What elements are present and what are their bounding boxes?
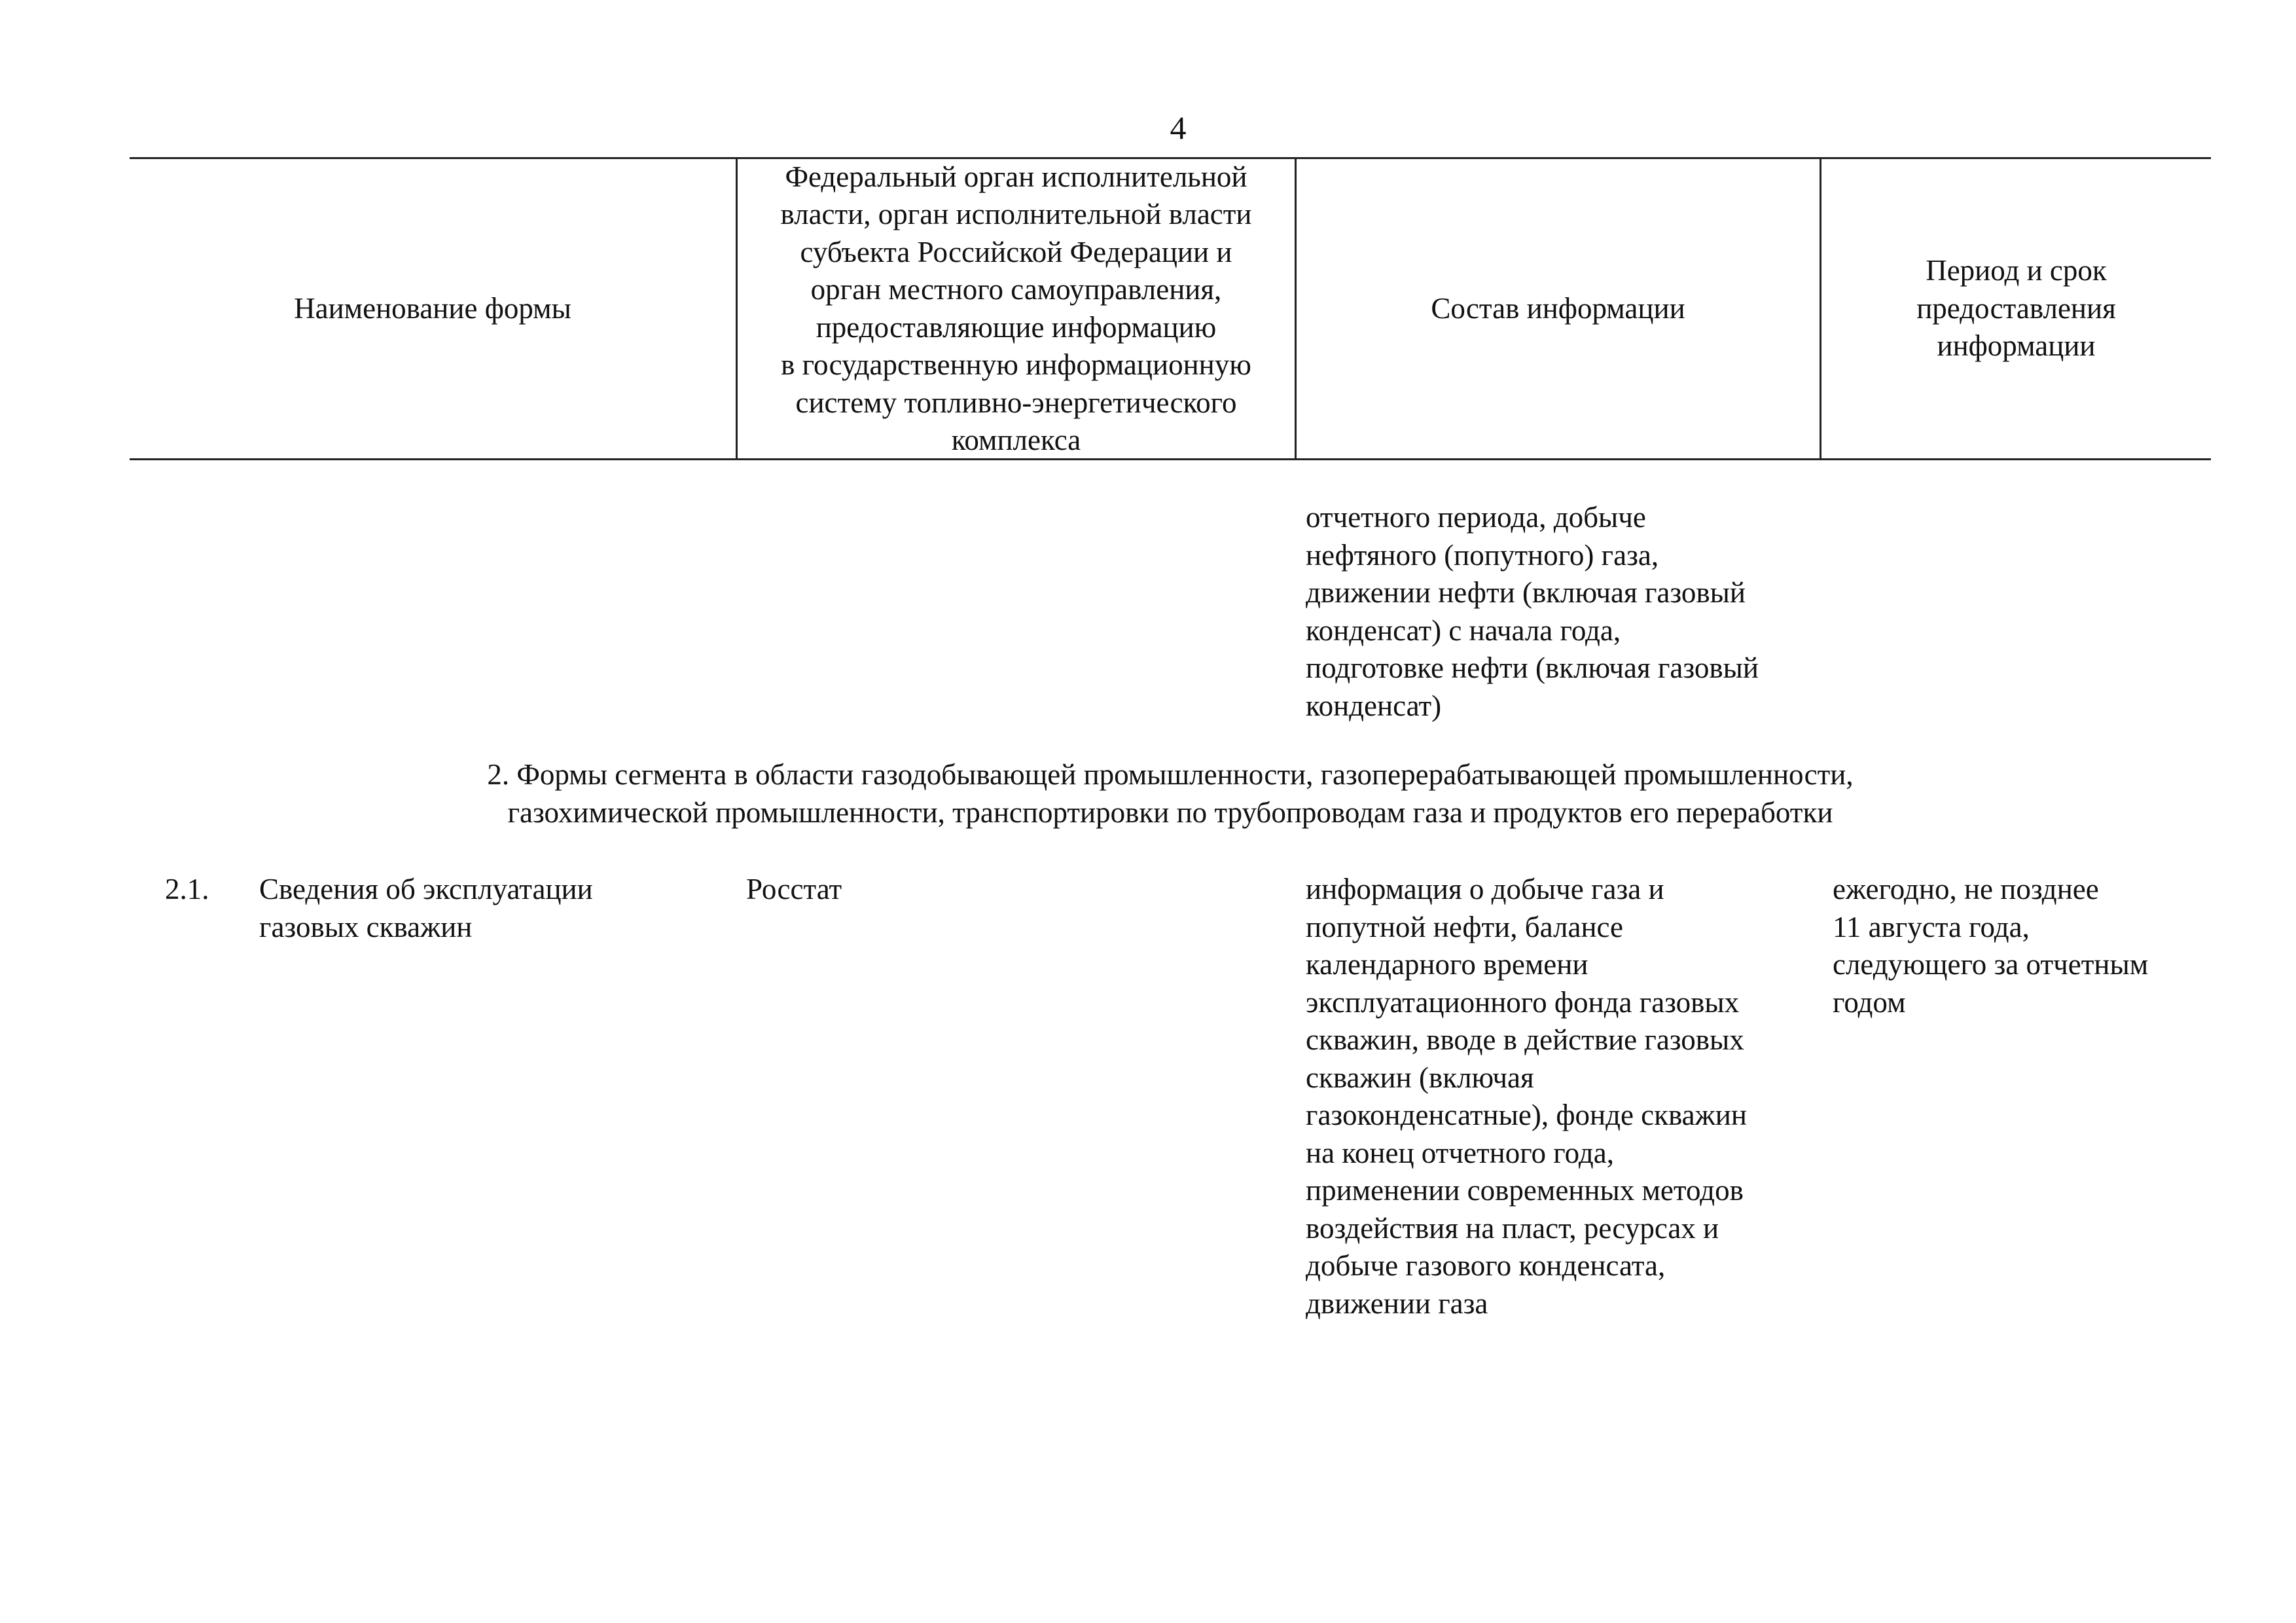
row-info-line: попутной нефти, балансе: [1306, 910, 1624, 943]
row-period-line: ежегодно, не позднее: [1833, 873, 2099, 905]
header-agency-line: Федеральный орган исполнительной: [785, 160, 1247, 193]
row-info-line: воздействия на пласт, ресурсах и: [1306, 1211, 1719, 1245]
header-form-name: [130, 159, 736, 458]
row-period-line: годом: [1833, 985, 1906, 1019]
header-agency-line: комплекса: [951, 424, 1081, 456]
continuation-line: конденсат): [1306, 689, 1442, 722]
header-period: [1821, 159, 2211, 458]
row-info-line: газоконденсатные), фонде скважин: [1306, 1099, 1747, 1131]
continuation-line: движении нефти (включая газовый: [1306, 576, 1746, 609]
row-period-line: 11 августа года,: [1833, 910, 2030, 943]
header-period-line: информации: [1937, 329, 2096, 363]
row-info-line: добыче газового конденсата,: [1306, 1249, 1666, 1282]
header-agency-line: субъекта Российской Федерации и: [800, 235, 1232, 268]
page-number: 4: [1170, 109, 1187, 146]
row-info-line: на конец отчетного года,: [1306, 1136, 1614, 1169]
row-info-line: календарного времени: [1306, 948, 1588, 981]
header-form-name-label: Наименование формы: [294, 291, 571, 325]
header-agency-line: систему топливно-энергетического: [795, 386, 1237, 419]
section-heading: [130, 756, 2211, 831]
header-agency-line: власти, орган исполнительной власти: [780, 198, 1252, 230]
header-period-line: предоставления: [1916, 291, 2116, 325]
row-info-line: применении современных методов: [1306, 1174, 1744, 1207]
header-info-content: [1297, 159, 1820, 458]
header-agency-line: в государственную информационную: [781, 348, 1251, 381]
row-info-line: информация о добыче газа и: [1306, 873, 1664, 905]
row-info-content: [1306, 871, 1829, 1322]
row-info-line: скважин, вводе в действие газовых: [1306, 1023, 1744, 1056]
continuation-line: отчетного периода, добыче: [1306, 501, 1646, 534]
row-info-line: скважин (включая: [1306, 1061, 1534, 1094]
header-agency-line: орган местного самоуправления,: [810, 273, 1222, 306]
row-period: [1833, 871, 2211, 1021]
continuation-line: конденсат) с начала года,: [1306, 613, 1621, 647]
header-info-content-label: Состав информации: [1431, 291, 1685, 325]
section-heading-line: газохимической промышленности, транспортировки по трубопроводам газа и продуктов его переработки: [507, 795, 1833, 829]
row-info-line: эксплуатационного фонда газовых: [1306, 985, 1740, 1019]
row-form-name-line: газовых скважин: [259, 910, 473, 943]
section-heading-line: 2. Формы сегмента в области газодобывающей промышленности, газоперерабатывающей промышленности,: [487, 758, 1854, 791]
header-agency: [738, 159, 1295, 458]
continuation-info: [1306, 499, 1829, 725]
row-form-name: [259, 871, 717, 946]
header-agency-line: предоставляющие информацию: [816, 310, 1217, 344]
row-number: 2.1.: [165, 873, 209, 905]
continuation-line: подготовке нефти (включая газовый: [1306, 651, 1759, 684]
row-info-line: движении газа: [1306, 1286, 1488, 1320]
header-period-line: Период и срок: [1926, 254, 2107, 287]
continuation-line: нефтяного (попутного) газа,: [1306, 538, 1659, 572]
row-period-line: следующего за отчетным: [1833, 948, 2149, 981]
row-form-name-line: Сведения об эксплуатации: [259, 873, 593, 905]
row-agency: Росстат: [746, 873, 842, 905]
